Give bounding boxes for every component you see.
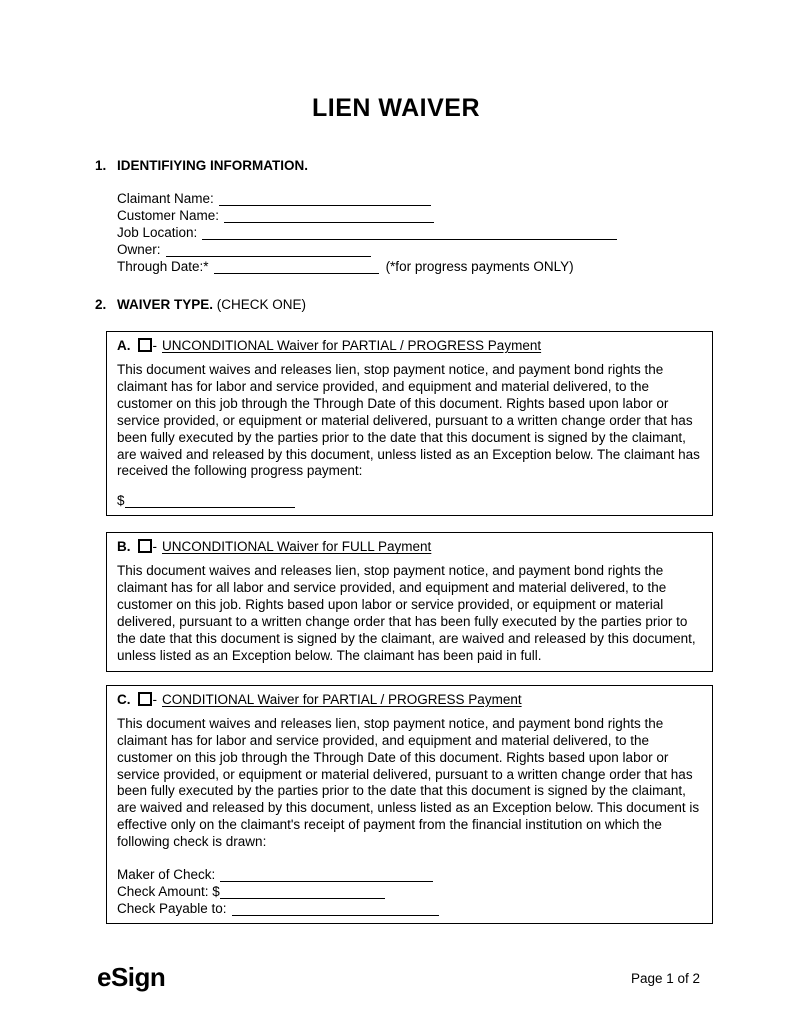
option-c-dash: - xyxy=(152,691,157,707)
esign-logo: eSign xyxy=(97,962,166,992)
through-date-input[interactable] xyxy=(214,260,379,274)
check-amount-label: Check Amount: $ xyxy=(117,884,220,900)
field-through-date xyxy=(117,258,792,275)
option-b-title: UNCONDITIONAL Waiver for FULL Payment xyxy=(162,539,432,555)
section-1-heading-row xyxy=(95,157,792,174)
option-b-dash: - xyxy=(152,539,157,555)
option-c-letter: C. xyxy=(117,691,131,707)
option-a-body: This document waives and releases lien, stop payment notice, and payment bond rights the claimant has for labor and service provided, and equipment and material delivered, to the customer on this job through the Through Date of this document. Rights based upon labor or service provided, or equipment or material delivered, pursuant to a written change order that has been fully executed by the parties prior to the date that this document is signed by the claimant, are waived and released by this document, unless listed as an Exception below. The claimant has received the following progress payment: xyxy=(117,362,700,479)
owner-input[interactable] xyxy=(166,243,371,257)
section-2-heading: WAIVER TYPE. xyxy=(117,297,214,312)
option-b-checkbox[interactable] xyxy=(138,539,152,553)
field-maker-of-check xyxy=(117,866,702,883)
page-indicator: Page 1 of 2 xyxy=(630,971,700,986)
customer-name-input[interactable] xyxy=(224,209,434,223)
field-check-payable-to xyxy=(117,900,702,917)
page-footer xyxy=(97,964,700,990)
field-owner xyxy=(117,241,792,258)
through-date-label: Through Date:* xyxy=(117,259,209,274)
customer-name-label: Customer Name: xyxy=(117,208,220,223)
identifying-fields xyxy=(117,190,792,275)
option-b-letter: B. xyxy=(117,539,131,555)
option-b-header xyxy=(117,538,702,556)
job-location-input[interactable] xyxy=(202,226,617,240)
section-2-number: 2. xyxy=(95,297,107,312)
check-payable-to-label: Check Payable to: xyxy=(117,901,227,917)
check-payable-to-input[interactable] xyxy=(232,902,439,916)
page-title: LIEN WAIVER xyxy=(311,94,480,122)
option-c-checkbox[interactable] xyxy=(138,692,152,706)
option-c-body: This document waives and releases lien, stop payment notice, and payment bond rights the claimant has for labor and service provided, and equipment and material delivered, to the customer on this job through the Through Date of this document. Rights based upon labor or service provided, or equipment or material delivered, pursuant to a written change order that has been fully executed by the parties prior to the date that this document is signed by the claimant, are waived and released by this document, unless listed as an Exception below. This document is effective only on the claimant's receipt of payment from the financial institution on which the following check is drawn: xyxy=(117,715,700,850)
option-a-amount-row xyxy=(117,492,702,509)
claimant-name-input[interactable] xyxy=(219,192,431,206)
field-customer-name xyxy=(117,207,792,224)
field-claimant-name xyxy=(117,190,792,207)
option-a-title: UNCONDITIONAL Waiver for PARTIAL / PROGRESS Payment xyxy=(162,338,542,353)
section-1-heading: IDENTIFIYING INFORMATION. xyxy=(117,158,308,173)
option-c-title: CONDITIONAL Waiver for PARTIAL / PROGRESS Payment xyxy=(162,691,522,707)
owner-label: Owner: xyxy=(117,242,161,257)
maker-of-check-input[interactable] xyxy=(220,868,433,882)
field-check-amount xyxy=(117,883,702,900)
section-2-heading-row xyxy=(95,296,792,313)
option-a-box xyxy=(106,331,713,516)
option-c-box xyxy=(106,685,713,924)
field-job-location xyxy=(117,224,792,241)
check-amount-input[interactable] xyxy=(220,885,385,899)
section-1-number: 1. xyxy=(95,158,107,173)
option-a-amount-input[interactable] xyxy=(125,494,295,508)
option-a-dash: - xyxy=(152,338,157,353)
option-b-box xyxy=(106,532,713,671)
option-a-letter: A. xyxy=(117,338,131,353)
job-location-label: Job Location: xyxy=(117,225,198,240)
option-a-header xyxy=(117,337,702,355)
check-one-label: (CHECK ONE) xyxy=(216,297,307,312)
option-a-amount-prefix: $ xyxy=(117,493,125,509)
option-c-fields xyxy=(117,866,702,917)
option-b-body: This document waives and releases lien, stop payment notice, and payment bond rights the claimant has for all labor and service provided, and equipment and material delivered, to the customer on this job. Rights based upon labor or service provided, or equipment or material delivered, pursuant to a written change order that has been fully executed by the parties prior to the date that this document is signed by the claimant, are waived and released by this document, unless listed as an Exception below. The claimant has been paid in full. xyxy=(117,563,696,663)
option-a-checkbox[interactable] xyxy=(138,338,152,352)
through-date-note: (*for progress payments ONLY) xyxy=(385,259,574,274)
option-c-header xyxy=(117,691,702,709)
maker-of-check-label: Maker of Check: xyxy=(117,867,216,883)
claimant-name-label: Claimant Name: xyxy=(117,191,214,206)
